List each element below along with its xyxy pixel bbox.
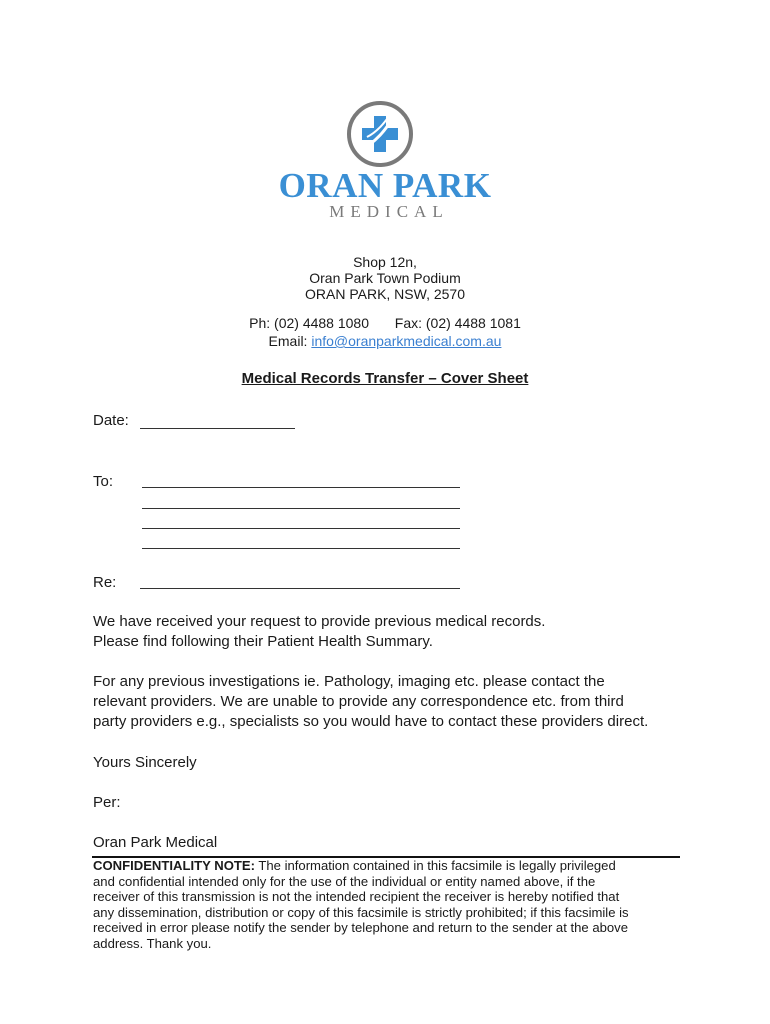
confidentiality-text: receiver of this transmission is not the intended recipient the receiver is hereby notified that bbox=[93, 889, 620, 904]
confidentiality-label: CONFIDENTIALITY NOTE: bbox=[93, 858, 255, 873]
confidentiality-text: received in error please notify the sender by telephone and return to the sender at the above bbox=[93, 920, 629, 935]
date-field[interactable] bbox=[140, 428, 295, 429]
fax-number: Fax: (02) 4488 1081 bbox=[394, 315, 521, 331]
email-link[interactable]: info@oranparkmedical.com.au bbox=[311, 333, 502, 349]
confidentiality-text: and confidential intended only for the use of the individual or entity named above, if the bbox=[93, 873, 596, 889]
signature-text: Oran Park Medical bbox=[93, 834, 218, 851]
confidentiality-text: The information contained in this facsimile is legally privileged bbox=[258, 858, 616, 873]
body-paragraph-1 bbox=[93, 612, 713, 652]
to-field-line-3[interactable] bbox=[142, 528, 460, 529]
to-label: To: bbox=[93, 473, 114, 490]
body-text-line: Please find following their Patient Health Summary. bbox=[93, 633, 433, 650]
email-label: Email: bbox=[268, 333, 308, 349]
body-text-line: We have received your request to provide previous medical records. bbox=[93, 613, 546, 630]
brand-subtitle: MEDICAL bbox=[329, 202, 449, 221]
confidentiality-text: any dissemination, distribution or copy of this facsimile is strictly prohibited; if this facsimile is bbox=[93, 904, 629, 920]
body-text-line: party providers e.g., specialists so you would have to contact these providers direct. bbox=[93, 713, 649, 730]
closing-text: Yours Sincerely bbox=[93, 754, 197, 771]
medical-cross-logo-icon bbox=[345, 99, 415, 169]
body-paragraph-2 bbox=[93, 672, 713, 732]
brand-name: ORAN PARK bbox=[278, 166, 492, 205]
confidentiality-note bbox=[93, 858, 683, 951]
phone-number: Ph: (02) 4488 1080 bbox=[249, 315, 369, 331]
phone-fax-line bbox=[0, 315, 770, 331]
body-text-line: relevant providers. We are unable to provide any correspondence etc. from third bbox=[93, 693, 624, 710]
to-field-line-2[interactable] bbox=[142, 508, 460, 509]
email-line bbox=[0, 333, 770, 349]
re-label: Re: bbox=[93, 574, 117, 591]
address-line-2: Oran Park Town Podium bbox=[309, 270, 461, 286]
date-label: Date: bbox=[93, 412, 129, 429]
address-line-3: ORAN PARK, NSW, 2570 bbox=[304, 286, 465, 302]
to-field-line-4[interactable] bbox=[142, 548, 460, 549]
per-label: Per: bbox=[93, 794, 121, 811]
to-field-line-1[interactable] bbox=[142, 487, 460, 488]
body-text-line: For any previous investigations ie. Pathology, imaging etc. please contact the bbox=[93, 673, 605, 690]
document-title: Medical Records Transfer – Cover Sheet bbox=[241, 370, 529, 387]
confidentiality-text: address. Thank you. bbox=[93, 935, 212, 951]
re-field[interactable] bbox=[140, 588, 460, 589]
address-line-1: Shop 12n, bbox=[353, 254, 417, 270]
